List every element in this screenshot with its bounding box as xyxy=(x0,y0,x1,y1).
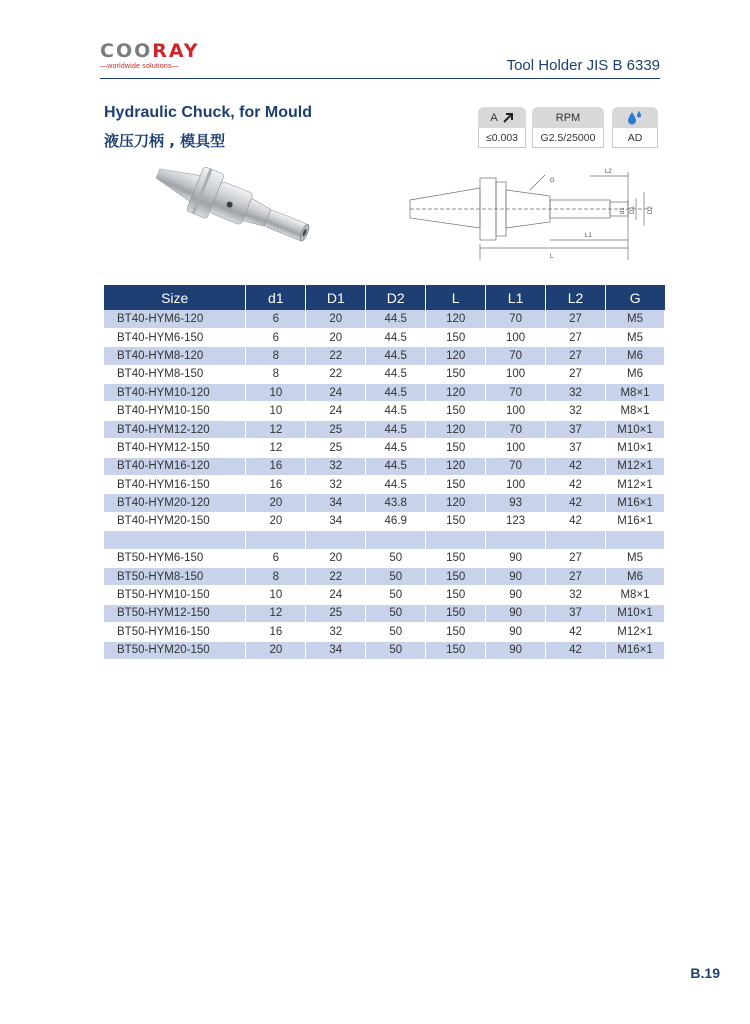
table-cell: M10×1 xyxy=(606,439,665,457)
table-row xyxy=(104,623,665,641)
table-cell: 27 xyxy=(546,549,606,567)
table-cell: BT40-HYM20-120 xyxy=(104,494,246,512)
table-cell: BT40-HYM16-150 xyxy=(104,476,246,494)
table-row xyxy=(104,328,665,346)
product-title-en: Hydraulic Chuck, for Mould xyxy=(104,104,313,121)
accuracy-badge xyxy=(478,107,526,148)
table-cell: 46.9 xyxy=(366,512,426,530)
table-cell xyxy=(104,531,246,549)
column-header: D1 xyxy=(306,285,366,310)
table-cell: BT50-HYM6-150 xyxy=(104,549,246,567)
table-cell: 42 xyxy=(546,494,606,512)
table-cell: 6 xyxy=(246,328,306,346)
table-cell: M12×1 xyxy=(606,457,665,475)
table-cell: 150 xyxy=(426,641,486,659)
table-row xyxy=(104,384,665,402)
table-cell: BT40-HYM16-120 xyxy=(104,457,246,475)
table-cell: 100 xyxy=(486,476,546,494)
table-cell: BT40-HYM8-120 xyxy=(104,347,246,365)
table-cell: 20 xyxy=(306,549,366,567)
table-cell: 44.5 xyxy=(366,310,426,328)
technical-drawing xyxy=(400,160,662,272)
dim-d1-label: d1 xyxy=(620,207,626,214)
table-cell: BT40-HYM10-120 xyxy=(104,384,246,402)
table-cell: 27 xyxy=(546,310,606,328)
spec-table xyxy=(104,285,665,660)
table-cell: BT40-HYM20-150 xyxy=(104,512,246,530)
table-cell: 120 xyxy=(426,384,486,402)
rpm-label: RPM xyxy=(532,107,604,128)
table-cell: 27 xyxy=(546,567,606,585)
table-cell: 100 xyxy=(486,365,546,383)
table-row xyxy=(104,476,665,494)
table-cell: 50 xyxy=(366,567,426,585)
table-cell: BT50-HYM10-150 xyxy=(104,586,246,604)
table-cell: 50 xyxy=(366,641,426,659)
table-cell: 44.5 xyxy=(366,384,426,402)
table-cell: 150 xyxy=(426,439,486,457)
table-cell: M5 xyxy=(606,310,665,328)
table-cell xyxy=(606,531,665,549)
accuracy-label: A xyxy=(490,111,498,124)
table-cell: 50 xyxy=(366,549,426,567)
table-row xyxy=(104,457,665,475)
table-cell: 120 xyxy=(426,310,486,328)
table-cell xyxy=(546,531,606,549)
product-title-cn: 液压刀柄 , 模具型 xyxy=(104,132,226,150)
table-cell xyxy=(486,531,546,549)
table-cell: 90 xyxy=(486,623,546,641)
table-cell: 100 xyxy=(486,328,546,346)
table-cell: 32 xyxy=(306,623,366,641)
table-cell: M16×1 xyxy=(606,641,665,659)
table-cell: 24 xyxy=(306,586,366,604)
table-cell: 20 xyxy=(246,641,306,659)
table-cell: 43.8 xyxy=(366,494,426,512)
column-header: d1 xyxy=(246,285,306,310)
table-cell: M5 xyxy=(606,549,665,567)
table-cell: 44.5 xyxy=(366,347,426,365)
table-cell: 44.5 xyxy=(366,402,426,420)
table-cell: 100 xyxy=(486,402,546,420)
table-cell: 37 xyxy=(546,420,606,438)
table-cell: 123 xyxy=(486,512,546,530)
table-cell: BT40-HYM10-150 xyxy=(104,402,246,420)
table-cell: 150 xyxy=(426,476,486,494)
page-header-title: Tool Holder JIS B 6339 xyxy=(506,57,660,74)
table-row xyxy=(104,586,665,604)
table-cell: 16 xyxy=(246,457,306,475)
table-cell: 150 xyxy=(426,402,486,420)
table-cell: 150 xyxy=(426,549,486,567)
column-header: L xyxy=(426,285,486,310)
table-cell: 150 xyxy=(426,365,486,383)
table-cell: M10×1 xyxy=(606,420,665,438)
table-cell: M16×1 xyxy=(606,512,665,530)
table-cell: 8 xyxy=(246,365,306,383)
table-cell: M10×1 xyxy=(606,604,665,622)
table-cell: 22 xyxy=(306,347,366,365)
arrow-up-right-icon xyxy=(502,112,514,124)
table-cell: 90 xyxy=(486,641,546,659)
table-row xyxy=(104,641,665,659)
table-cell: 120 xyxy=(426,347,486,365)
table-cell: 50 xyxy=(366,604,426,622)
table-cell: 120 xyxy=(426,494,486,512)
table-cell: 42 xyxy=(546,457,606,475)
table-cell: 42 xyxy=(546,512,606,530)
table-cell: 20 xyxy=(306,310,366,328)
table-cell: 32 xyxy=(546,384,606,402)
table-cell: 70 xyxy=(486,310,546,328)
table-cell: M16×1 xyxy=(606,494,665,512)
table-cell: 6 xyxy=(246,549,306,567)
table-cell: 25 xyxy=(306,420,366,438)
table-row xyxy=(104,549,665,567)
table-cell: 10 xyxy=(246,586,306,604)
table-cell: M6 xyxy=(606,365,665,383)
table-cell: 34 xyxy=(306,641,366,659)
dim-l2-label: L2 xyxy=(605,169,612,175)
table-row xyxy=(104,567,665,585)
table-row xyxy=(104,512,665,530)
coolant-value: AD xyxy=(612,128,658,148)
coolant-badge xyxy=(612,107,658,148)
table-cell: M6 xyxy=(606,347,665,365)
table-cell: M8×1 xyxy=(606,586,665,604)
table-cell: 12 xyxy=(246,604,306,622)
table-cell: 120 xyxy=(426,457,486,475)
table-cell: 42 xyxy=(546,476,606,494)
table-row xyxy=(104,310,665,328)
table-cell: BT50-HYM8-150 xyxy=(104,567,246,585)
table-cell: 90 xyxy=(486,567,546,585)
table-cell: M12×1 xyxy=(606,476,665,494)
page-number: B.19 xyxy=(690,965,720,981)
table-separator-row xyxy=(104,531,665,549)
table-cell: 16 xyxy=(246,476,306,494)
table-cell: M8×1 xyxy=(606,402,665,420)
table-cell: 24 xyxy=(306,384,366,402)
table-cell: 90 xyxy=(486,549,546,567)
coolant-drops-icon xyxy=(626,110,644,126)
table-row xyxy=(104,439,665,457)
table-cell: 44.5 xyxy=(366,420,426,438)
table-cell: 20 xyxy=(306,328,366,346)
table-cell: 32 xyxy=(546,586,606,604)
dim-d2-label: D2 xyxy=(648,206,654,214)
table-cell: 50 xyxy=(366,586,426,604)
table-cell xyxy=(366,531,426,549)
table-cell: 44.5 xyxy=(366,328,426,346)
table-cell: 150 xyxy=(426,623,486,641)
table-cell: BT40-HYM6-150 xyxy=(104,328,246,346)
table-row xyxy=(104,420,665,438)
table-cell: BT40-HYM8-150 xyxy=(104,365,246,383)
table-cell: M12×1 xyxy=(606,623,665,641)
brand-logo xyxy=(100,40,220,74)
table-cell: 16 xyxy=(246,623,306,641)
table-cell xyxy=(426,531,486,549)
table-cell: 120 xyxy=(426,420,486,438)
dim-g-label: G xyxy=(550,178,555,184)
column-header: Size xyxy=(104,285,246,310)
table-cell: 32 xyxy=(306,457,366,475)
table-cell: 34 xyxy=(306,494,366,512)
table-cell: 32 xyxy=(306,476,366,494)
table-cell: 37 xyxy=(546,439,606,457)
table-cell: 32 xyxy=(546,402,606,420)
table-cell: 42 xyxy=(546,641,606,659)
column-header: L1 xyxy=(486,285,546,310)
table-cell: 24 xyxy=(306,402,366,420)
table-cell: 44.5 xyxy=(366,439,426,457)
table-cell: 27 xyxy=(546,365,606,383)
table-cell: 150 xyxy=(426,567,486,585)
table-cell: 37 xyxy=(546,604,606,622)
table-cell xyxy=(246,531,306,549)
table-cell: BT50-HYM20-150 xyxy=(104,641,246,659)
table-cell: 34 xyxy=(306,512,366,530)
table-cell: 90 xyxy=(486,604,546,622)
table-cell: 22 xyxy=(306,567,366,585)
table-cell: 20 xyxy=(246,494,306,512)
table-cell: 22 xyxy=(306,365,366,383)
table-cell: 100 xyxy=(486,439,546,457)
table-cell: 12 xyxy=(246,439,306,457)
table-cell: 25 xyxy=(306,604,366,622)
table-cell: 150 xyxy=(426,586,486,604)
table-row xyxy=(104,604,665,622)
table-cell: 44.5 xyxy=(366,457,426,475)
table-cell: 25 xyxy=(306,439,366,457)
table-cell: 8 xyxy=(246,567,306,585)
table-cell: 44.5 xyxy=(366,476,426,494)
table-cell: 8 xyxy=(246,347,306,365)
table-cell: 70 xyxy=(486,347,546,365)
table-cell: BT50-HYM16-150 xyxy=(104,623,246,641)
column-header: D2 xyxy=(366,285,426,310)
table-cell: 10 xyxy=(246,402,306,420)
table-cell: 42 xyxy=(546,623,606,641)
table-row xyxy=(104,347,665,365)
logo-tagline: —worldwide solutions— xyxy=(100,63,179,70)
table-cell: 150 xyxy=(426,604,486,622)
rpm-value: G2.5/25000 xyxy=(532,128,604,148)
table-cell: BT40-HYM6-120 xyxy=(104,310,246,328)
table-cell: 44.5 xyxy=(366,365,426,383)
table-cell: 70 xyxy=(486,384,546,402)
table-cell: BT40-HYM12-150 xyxy=(104,439,246,457)
header-divider xyxy=(100,78,660,79)
table-header-row xyxy=(104,285,665,310)
logo-wordmark: COORAY xyxy=(100,40,200,62)
table-cell: 6 xyxy=(246,310,306,328)
column-header: L2 xyxy=(546,285,606,310)
table-cell: M5 xyxy=(606,328,665,346)
table-cell: 12 xyxy=(246,420,306,438)
rpm-badge xyxy=(532,107,604,148)
table-row xyxy=(104,402,665,420)
table-cell: BT40-HYM12-120 xyxy=(104,420,246,438)
table-cell: 50 xyxy=(366,623,426,641)
table-cell: 90 xyxy=(486,586,546,604)
dim-l1-label: L1 xyxy=(585,233,592,239)
table-cell: 93 xyxy=(486,494,546,512)
table-cell: 27 xyxy=(546,347,606,365)
column-header: G xyxy=(606,285,665,310)
table-cell: 150 xyxy=(426,328,486,346)
table-cell xyxy=(306,531,366,549)
hydraulic-chuck-image xyxy=(150,155,320,265)
table-cell: 70 xyxy=(486,420,546,438)
table-cell: 150 xyxy=(426,512,486,530)
table-row xyxy=(104,494,665,512)
table-cell: 27 xyxy=(546,328,606,346)
table-cell: 70 xyxy=(486,457,546,475)
table-cell: 10 xyxy=(246,384,306,402)
table-row xyxy=(104,365,665,383)
dim-l-label: L xyxy=(550,254,554,260)
accuracy-value: ≤0.003 xyxy=(478,128,526,148)
dim-big-d1-label: D1 xyxy=(630,206,636,214)
table-cell: M8×1 xyxy=(606,384,665,402)
table-cell: 20 xyxy=(246,512,306,530)
table-cell: M6 xyxy=(606,567,665,585)
table-cell: BT50-HYM12-150 xyxy=(104,604,246,622)
